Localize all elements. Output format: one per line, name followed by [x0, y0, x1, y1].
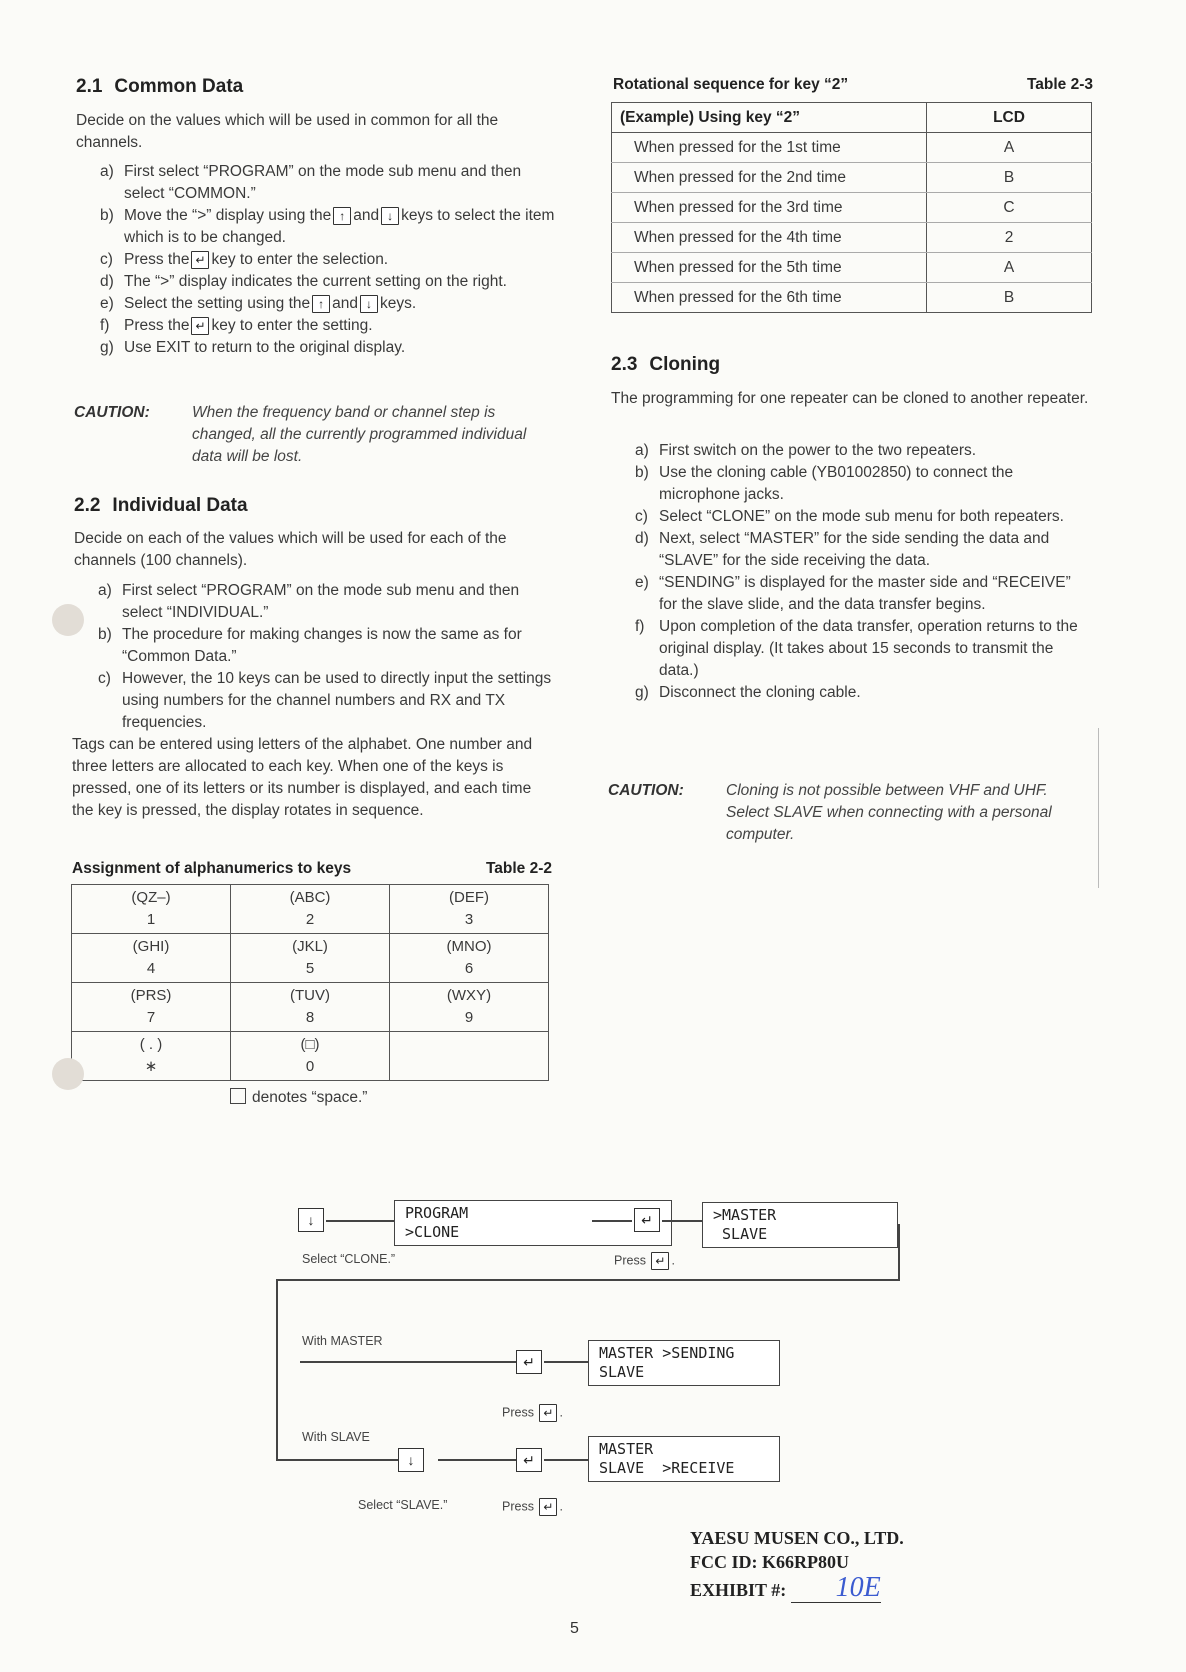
enter-key-icon: ↵	[634, 1208, 660, 1232]
list-item: e) “SENDING” is displayed for the master side and “RECEIVE” for the slave slide, and the data transfer begins.	[635, 574, 1071, 613]
list-item: g) Disconnect the cloning cable.	[635, 684, 861, 701]
connector-line	[276, 1279, 278, 1461]
enter-key-icon: ↵	[191, 317, 209, 335]
table-row: ( . ) ∗ (□) 0	[72, 1032, 549, 1081]
enter-key-icon: ↵	[516, 1448, 542, 1472]
table-row: (GHI) 4 (JKL) 5 (MNO) 6	[72, 934, 549, 983]
up-arrow-key-icon: ↑	[312, 295, 330, 313]
section-2-3-steps	[611, 440, 1093, 704]
table-2-2-caption: Assignment of alphanumerics to keys Table 2-2	[72, 860, 552, 877]
section-2-3-intro: The programming for one repeater can be cloned to another repeater.	[611, 390, 1089, 407]
space-note: denotes “space.”	[230, 1088, 367, 1107]
press-label: Press ↵ .	[502, 1405, 563, 1420]
lcd-program-clone: PROGRAM >CLONE	[394, 1200, 672, 1246]
table-row: (Example) Using key “2” LCD	[612, 103, 1092, 133]
lcd-slave-receive: MASTER SLAVE >RECEIVE	[588, 1436, 780, 1482]
select-clone-label: Select “CLONE.”	[302, 1252, 396, 1266]
enter-key-icon: ↵	[539, 1498, 557, 1516]
list-item: d) Next, select “MASTER” for the side sending the data and “SLAVE” for the side receiving the data.	[635, 530, 1050, 569]
page-number: 5	[570, 1620, 579, 1637]
list-item: f) Press the ↵ key to enter the setting.	[100, 317, 373, 334]
arrow-line	[300, 1361, 516, 1363]
with-slave-label: With SLAVE	[302, 1430, 370, 1444]
press-label: Press ↵ .	[502, 1499, 563, 1514]
space-box-icon	[230, 1088, 246, 1104]
fcc-stamp: YAESU MUSEN CO., LTD. FCC ID: K66RP80U EXHIBIT #: 10E	[690, 1528, 904, 1603]
table-row: When pressed for the 5th time A	[612, 253, 1092, 283]
arrow-line	[276, 1459, 398, 1461]
connector-line	[898, 1224, 900, 1280]
list-item: a) First select “PROGRAM” on the mode sub menu and then select “COMMON.”	[100, 163, 522, 202]
section-2-3-heading: 2.3 Cloning	[611, 354, 721, 375]
caution-2-1: CAUTION: When the frequency band or channel step is changed, all the currently programmed individual data will be lost.	[74, 404, 527, 465]
margin-line	[1098, 728, 1099, 888]
down-arrow-key-icon: ↓	[398, 1448, 424, 1472]
list-item: a) First switch on the power to the two repeaters.	[635, 442, 977, 459]
arrow-line	[326, 1220, 394, 1222]
list-item: d) The “>” display indicates the current setting on the right.	[100, 273, 507, 290]
arrow-line	[592, 1220, 632, 1222]
section-2-2-heading: 2.2 Individual Data	[74, 495, 248, 516]
enter-key-icon: ↵	[651, 1252, 669, 1270]
list-item: e) Select the setting using the ↑ and ↓ keys.	[100, 295, 417, 312]
down-arrow-key-icon: ↓	[298, 1208, 324, 1232]
table-row: When pressed for the 1st time A	[612, 133, 1092, 163]
list-item: c) Press the ↵ key to enter the selection.	[100, 251, 389, 268]
down-arrow-key-icon: ↓	[360, 295, 378, 313]
with-master-label: With MASTER	[302, 1334, 383, 1348]
arrow-line	[544, 1459, 588, 1461]
arrow-line	[438, 1459, 516, 1461]
section-2-1-steps	[76, 161, 558, 359]
lcd-master-sending: MASTER >SENDING SLAVE	[588, 1340, 780, 1386]
list-item: b) Use the cloning cable (YB01002850) to connect the microphone jacks.	[635, 464, 1014, 503]
section-2-2-steps	[74, 580, 556, 734]
up-arrow-key-icon: ↑	[333, 207, 351, 225]
exhibit-value: 10E	[791, 1574, 881, 1603]
section-2-2-intro: Decide on each of the values which will be used for each of the channels (100 channels).	[74, 530, 507, 569]
section-2-1-intro: Decide on the values which will be used in common for all the channels.	[76, 112, 499, 151]
table-row: When pressed for the 2nd time B	[612, 163, 1092, 193]
table-2-3-caption: Rotational sequence for key “2” Table 2-3	[613, 76, 1093, 93]
enter-key-icon: ↵	[191, 251, 209, 269]
table-row: When pressed for the 6th time B	[612, 283, 1092, 313]
list-item: b) Move the “>” display using the ↑ and ↓ keys to select the item which is to be changed.	[100, 207, 555, 246]
punch-hole-icon	[52, 1058, 84, 1090]
punch-hole-icon	[52, 604, 84, 636]
enter-key-icon: ↵	[539, 1404, 557, 1422]
enter-key-icon: ↵	[516, 1350, 542, 1374]
table-2-3	[611, 102, 1092, 313]
arrow-line	[662, 1220, 702, 1222]
select-slave-label: Select “SLAVE.”	[358, 1498, 448, 1512]
table-row: When pressed for the 4th time 2	[612, 223, 1092, 253]
list-item: b) The procedure for making changes is now the same as for “Common Data.”	[98, 626, 522, 665]
arrow-line	[544, 1361, 588, 1363]
table-row: When pressed for the 3rd time C	[612, 193, 1092, 223]
list-item: c) Select “CLONE” on the mode sub menu for both repeaters.	[635, 508, 1064, 525]
connector-line	[276, 1279, 900, 1281]
list-item: g) Use EXIT to return to the original display.	[100, 339, 406, 356]
list-item: f) Upon completion of the data transfer, operation returns to the original display. (It takes about 15 seconds to transmit the data.)	[635, 618, 1078, 679]
down-arrow-key-icon: ↓	[381, 207, 399, 225]
tags-paragraph: Tags can be entered using letters of the alphabet. One number and three letters are allocated to each key. When one of the keys is pressed, one of its letters or its number is displayed, and each time the key is pressed, the display rotates in sequence.	[72, 736, 533, 819]
table-2-2	[71, 884, 549, 1081]
table-row: (QZ–) 1 (ABC) 2 (DEF) 3	[72, 885, 549, 934]
section-2-1-heading: 2.1 Common Data	[76, 76, 244, 97]
lcd-master-slave: >MASTER SLAVE	[702, 1202, 898, 1248]
list-item: a) First select “PROGRAM” on the mode sub menu and then select “INDIVIDUAL.”	[98, 582, 520, 621]
list-item: c) However, the 10 keys can be used to directly input the settings using numbers for the channel numbers and RX and TX frequencies.	[98, 670, 552, 731]
caution-2-3: CAUTION: Cloning is not possible between VHF and UHF. Select SLAVE when connecting with a personal computer.	[608, 782, 1052, 843]
press-label: Press ↵ .	[614, 1253, 675, 1268]
table-row: (PRS) 7 (TUV) 8 (WXY) 9	[72, 983, 549, 1032]
